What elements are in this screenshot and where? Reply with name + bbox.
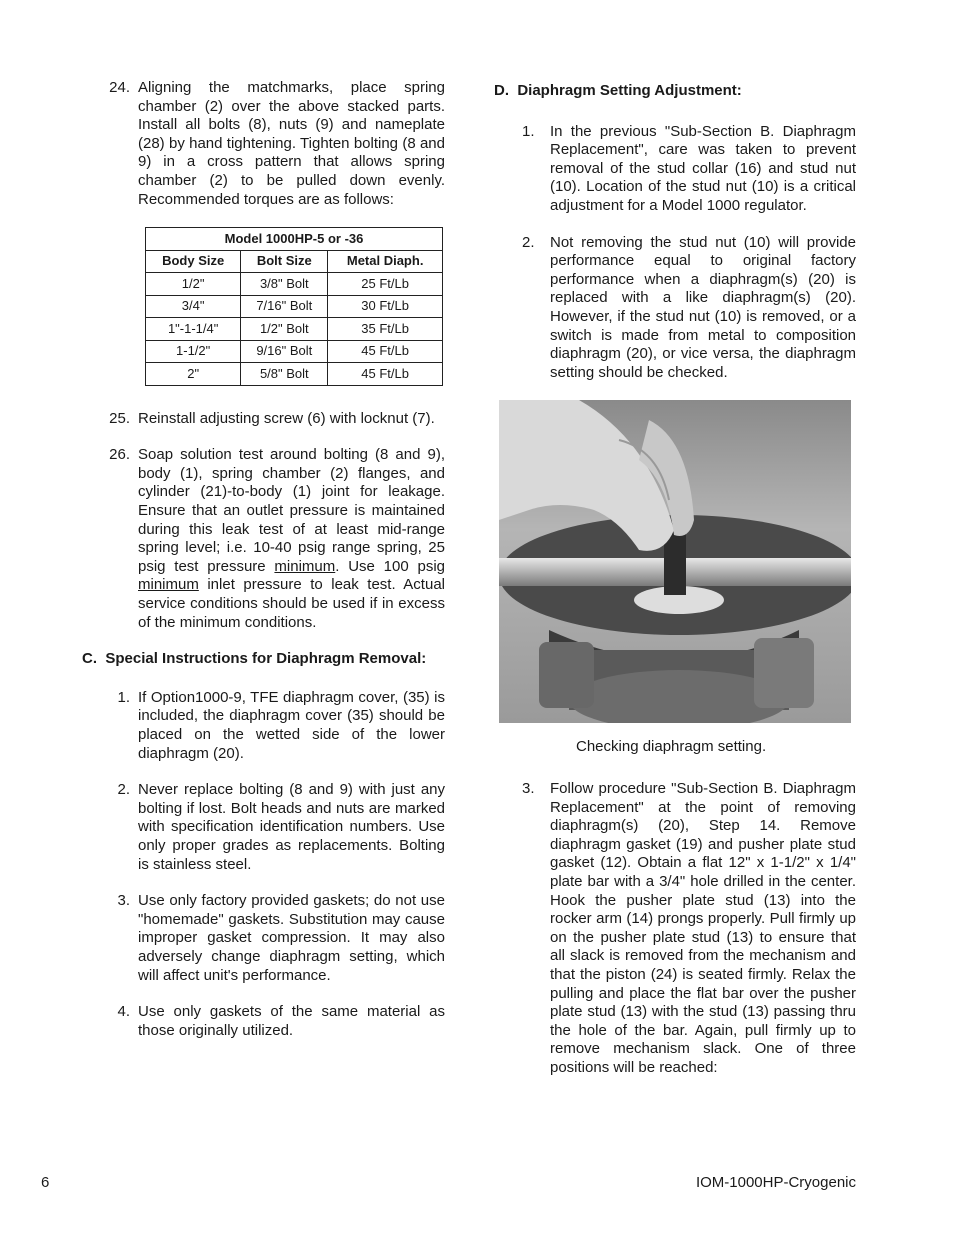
table-cell: 3/4"	[146, 295, 241, 318]
table-row	[146, 295, 443, 318]
step-text	[138, 446, 445, 632]
photo-caption: Checking diaphragm setting.	[576, 738, 767, 755]
step-number: 26.	[109, 446, 130, 464]
section-label: D.	[494, 82, 509, 99]
document-id: IOM-1000HP-Cryogenic	[695, 1174, 856, 1191]
table-cell: 1-1/2"	[146, 340, 241, 363]
step-number: 2.	[522, 233, 535, 251]
section-label: C.	[82, 650, 97, 668]
table-row	[146, 318, 443, 341]
c-step-2	[100, 781, 445, 874]
table-cell: 35 Ft/Lb	[328, 318, 443, 341]
text-run: . Use 100 psig	[335, 557, 446, 575]
underlined-text: minimum	[274, 557, 336, 575]
left-column	[82, 79, 446, 1058]
page-number: 6	[41, 1174, 50, 1191]
table-cell: 25 Ft/Lb	[328, 273, 443, 296]
table-cell: 5/8" Bolt	[241, 363, 328, 386]
step-number: 1.	[117, 688, 130, 706]
c-step-1	[100, 689, 445, 763]
step-number: 2.	[117, 781, 130, 799]
table-cell: 1/2"	[146, 273, 241, 296]
table-cell: 2"	[146, 363, 241, 386]
table-cell: 9/16" Bolt	[241, 340, 328, 363]
table-header: Bolt Size	[241, 250, 328, 273]
step-text: Use only gaskets of the same material as those originally utilized.	[138, 1003, 445, 1039]
step-26	[100, 446, 445, 632]
table-cell: 30 Ft/Lb	[328, 295, 443, 318]
text-run: Soap solution test around bolting (8 and 9), body (1), spring chamber (2) flanges, and cylinder (21)-to-body (1) joint for leakage. Ensure that an outlet pressure is maintained during this leak test of at least mid-range spring level; i.e. 10-40 psig range spring, 25 psig test pressure	[138, 446, 445, 575]
c-step-3	[100, 892, 445, 985]
step-number: 3.	[117, 892, 130, 910]
step-25	[100, 410, 445, 429]
step-number: 24.	[109, 79, 130, 96]
table-header: Metal Diaph.	[328, 250, 443, 273]
right-column	[494, 82, 856, 400]
right-column-lower	[522, 780, 856, 1096]
table-row	[146, 273, 443, 296]
text-run: inlet pressure to leak test. Actual service conditions should be used if in excess of the minimum conditions.	[138, 576, 445, 631]
table-cell: 45 Ft/Lb	[328, 340, 443, 363]
table-cell: 45 Ft/Lb	[328, 363, 443, 386]
table-cell: 1/2" Bolt	[241, 318, 328, 341]
table-title: Model 1000HP-5 or -36	[146, 228, 443, 251]
d-step-1	[522, 123, 856, 216]
table-cell: 1"-1-1/4"	[146, 318, 241, 341]
section-title: Special Instructions for Diaphragm Removal:	[105, 650, 427, 668]
diaphragm-photo	[499, 400, 851, 723]
d-step-3	[522, 780, 856, 1078]
step-text: Reinstall adjusting screw (6) with locknut (7).	[138, 409, 435, 427]
step-text: If Option1000-9, TFE diaphragm cover, (35) is included, the diaphragm cover (35) should be placed on the wetted side of the lower diaphragm (20).	[138, 688, 445, 762]
step-number: 3.	[522, 780, 535, 797]
step-number: 4.	[117, 1003, 130, 1021]
table-cell: 3/8" Bolt	[241, 273, 328, 296]
step-text: Not removing the stud nut (10) will provide performance equal to original factory performance when a diaphragm(s) (20) is replaced with a like diaphragm(s) (20). However, if the stud nut (10) is removed, or a switch is made from metal to composition diaphragm (20), or vice versa, the diaphragm setting should be checked.	[550, 233, 856, 381]
table-header: Body Size	[146, 250, 241, 273]
step-number: 25.	[109, 409, 130, 427]
step-text: Never replace bolting (8 and 9) with just any bolting if lost. Bolt heads and nuts are marked with specification identification numbers. Use only proper grades as replacements. Bolting is stainless steel.	[138, 781, 445, 873]
c-step-4	[100, 1003, 445, 1040]
torque-table	[145, 227, 443, 386]
step-text: Use only factory provided gaskets; do not use "homemade" gaskets. Substitution may cause improper gasket compression. It may also adversely change diaphragm setting, which will affect unit's performance.	[138, 892, 445, 984]
table-cell: 7/16" Bolt	[241, 295, 328, 318]
step-24	[100, 79, 445, 209]
underlined-text: minimum	[138, 576, 199, 594]
step-number: 1.	[522, 122, 535, 140]
d-step-2	[522, 234, 856, 383]
step-text: Follow procedure "Sub-Section B. Diaphragm Replacement" at the point of removing diaphragm(s) (20), Step 14. Remove diaphragm gasket (19) and pusher plate stud gasket (12). Obtain a flat 12" x 1-1/2" x 1/4" plate bar with a 3/4" hole drilled in the center. Hook the pusher plate stud (13) into the rocker arm (14) prongs properly. Pull firmly up on the pusher plate stud (13) to ensure that all slack is removed from the mechanism and that the piston (24) is seated firmly. Relax the pulling and place the flat bar over the pusher plate stud (13) with the stud (13) passing thru the hole of the bar. Again, pull firmly up to remove mechanism slack. One of three positions will be reached:	[550, 780, 856, 1076]
section-d-heading	[494, 82, 856, 101]
step-text: Aligning the matchmarks, place spring chamber (2) over the above stacked parts. Install all bolts (8), nuts (9) and nameplate (28) by hand tightening. Tighten bolting (8 and 9) in a cross pattern that allows spring chamber (2) to be pulled down evenly. Recommended torques are as follows:	[138, 79, 445, 208]
table-row	[146, 340, 443, 363]
step-text: In the previous "Sub-Section B. Diaphragm Replacement", care was taken to prevent removal of the stud collar (16) and stud nut (10). Location of the stud nut (10) is a critical adjustment for a Model 1000 regulator.	[550, 122, 856, 214]
section-c-heading	[82, 650, 445, 669]
section-title: Diaphragm Setting Adjustment:	[517, 82, 742, 99]
table-row	[146, 363, 443, 386]
